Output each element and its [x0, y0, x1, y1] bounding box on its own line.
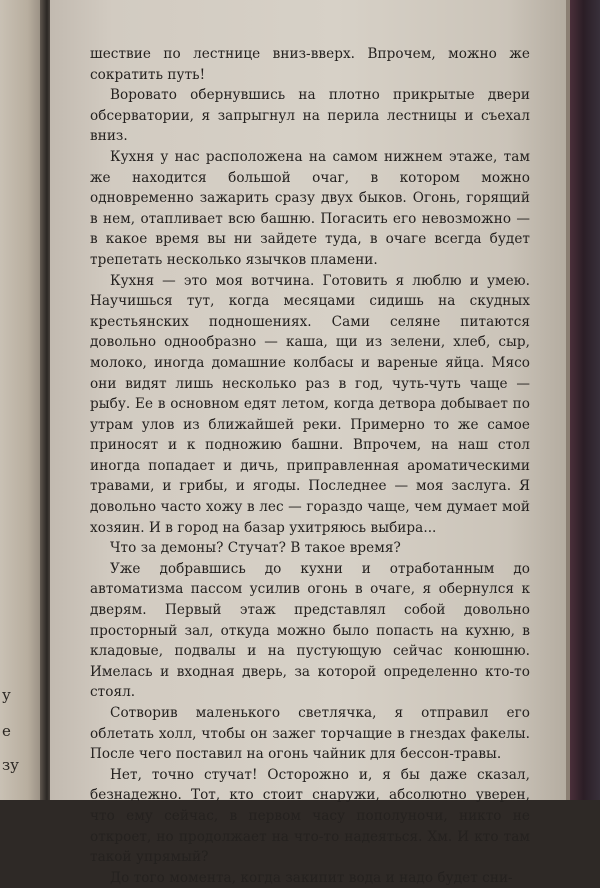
- paragraph: Уже добравшись до кухни и отработанным до автоматизма пассом усилив огонь в очаге, я обернулся к дверям. Первый этаж представлял собой довольно просторный зал, откуда можно было попасть на кухню, в кладовые, подвалы и на пустующую сейчас конюшню. Имелась и входная дверь, за которой определенно кто-то стоял.: [90, 560, 530, 701]
- left-page-fragment: зу: [2, 756, 20, 774]
- paragraph: шествие по лестнице вниз-вверх. Впрочем, можно же сократить путь!: [90, 46, 530, 83]
- left-page-fragment: е: [2, 722, 11, 740]
- paragraph: Вороватo обернувшись на плотно прикрытые двери обсерватории, я запрыгнул на перила лестницы и съехал вниз.: [90, 87, 530, 145]
- paragraph: До того момента, когда закипит вода и надо будет сни-: [110, 869, 513, 886]
- paragraph: Кухня у нас расположена на самом нижнем этаже, там же находится большой очаг, в котором можно одновременно зажарить сразу двух быков. Огонь, горящий в нем, отапливает всю башню. Погасить его невозможно — в какое время вы ни зайдете туда, в очаге всегда будет трепетать несколько язычков пламени.: [90, 148, 530, 268]
- book-cover-edge: [570, 0, 600, 800]
- book-page: [50, 0, 570, 886]
- paragraph: Что за демоны? Стучат? В такое время?: [110, 540, 401, 557]
- page-text: [90, 44, 530, 888]
- paragraph: Нет, точно стучат! Осторожно и, я бы даже сказал, безнадежно. Тот, кто стоит снаружи, абсолютно уверен, что ему сейчас, в первом часу пополуночи, никто не откроет, но продолжает на что-то надеяться. Хм. И кто там такой упрямый?: [90, 766, 530, 866]
- paragraph: Кухня — это моя вотчина. Готовить я люблю и умею. Научишься тут, когда месяцами сидишь на скудных крестьянских подношениях. Сами селяне питаются довольно однообразно — каша, щи из зелени, хлеб, сыр, молоко, иногда домашние колбасы и вареные яйца. Мясо они видят лишь несколько раз в год, чуть-чуть чаще — рыбу. Ее в основном едят летом, когда детвора добывает по утрам улов из ближайшей реки. Примерно то же самое приносят и к подножию башни. Впрочем, на наш стол иногда попадает и дичь, приправленная ароматическими травами, и грибы, и ягоды. Последнее — моя заслуга. Я довольно часто хожу в лес — гораздо чаще, чем думает мой хозяин. И в город на базар ухитряюсь выбира...: [90, 272, 530, 536]
- paragraph: Сотворив маленького светлячка, я отправил его облетать холл, чтобы он зажег торчащие в гнездах факелы. После чего поставил на огонь чайник для бессон-травы.: [90, 705, 530, 763]
- left-page-fragment: у: [2, 686, 11, 704]
